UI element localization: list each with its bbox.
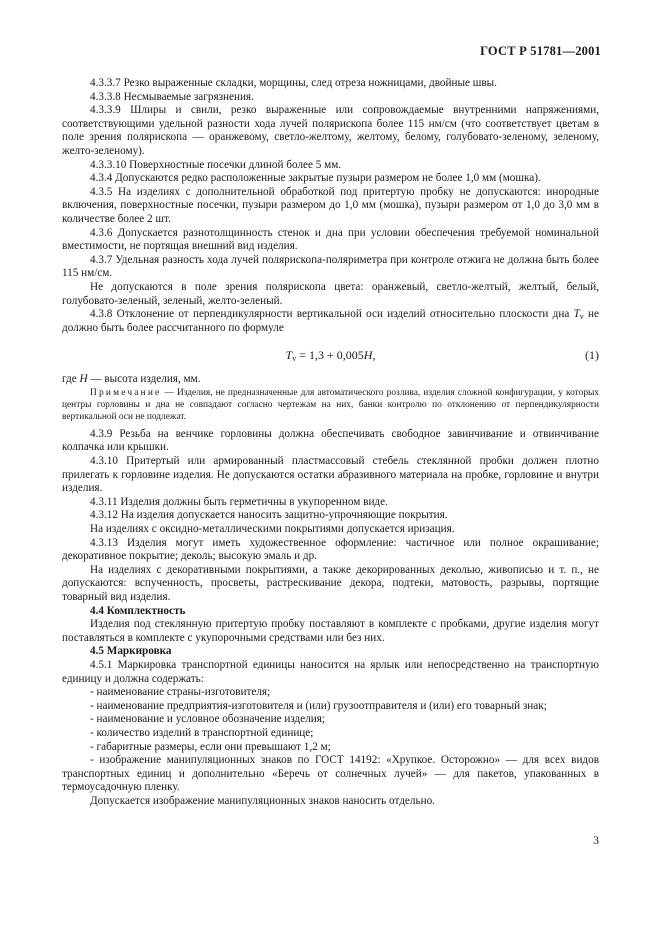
section-4-4-title: 4.4 Комплектность <box>90 604 186 617</box>
clause-4-5-1: 4.5.1 Маркировка транспортной единицы наносится на ярлык или непосредственно на транспортную единицу и должна содержать: <box>62 658 599 685</box>
clause-4-3-11: 4.3.11 Изделия должны быть герметичны в укупоренном виде. <box>90 495 388 508</box>
note <box>62 387 599 423</box>
clause-4-3-8-start: 4.3.8 Отклонение от перпендикулярности вертикальной оси изделий относительно плоскости дна <box>90 308 574 321</box>
clause-4-5-1-closing: Допускается изображение манипуляционных знаков наносить отдельно. <box>90 794 435 807</box>
note-label: Примечание <box>90 387 162 398</box>
clause-4-3-12: 4.3.12 На изделия допускается наносить защитно-упрочняющие покрытия. <box>90 509 448 522</box>
symbol-t-sub: v <box>579 312 584 322</box>
clause-4-3-3-9: 4.3.3.9 Шлиры и свили, резко выраженные или сопровождаемые внутренними напряжениями, соответствующими удельной разности хода лучей полярископа более 115 нм/см (что соответствует цветам в поле зрения полярископа — оранжевому, светло-желтому, желтому, белому, голубовато-зеленому, зеленому, желто-зеленому). <box>62 104 599 157</box>
formula-end: , <box>372 348 376 363</box>
clause-4-3-3-8: 4.3.3.8 Несмываемые загрязнения. <box>90 90 254 103</box>
document-body <box>62 77 599 809</box>
formula-where <box>62 373 599 387</box>
clause-4-3-5: 4.3.5 На изделиях с дополнительной обработкой под притертую пробку не допускаются: инородные включения, поверхностные посечки, пузыри размером до 1,0 мм (мошка), пузыри размером от 1,0 до 3,0 мм в количестве более 2 шт. <box>62 185 599 225</box>
clause-4-3-3-10: 4.3.3.10 Поверхностные посечки длиной более 5 мм. <box>90 158 342 171</box>
where-start: где <box>62 373 80 386</box>
section-4-5-title: 4.5 Маркировка <box>90 645 172 658</box>
formula-lhs: T <box>285 348 293 363</box>
formula-lhs-sub: v <box>292 354 297 364</box>
formula-var-h: H <box>363 348 373 363</box>
where-var: H <box>79 373 88 386</box>
symbol-t: T <box>573 308 580 321</box>
clause-4-3-8 <box>62 308 599 335</box>
where-end: — высота изделия, мм. <box>87 373 201 386</box>
formula-expression <box>62 349 599 363</box>
clause-4-3-13-defects: На изделиях с декоративными покрытиями, а также декорированных деколью, живописью и т. п., не допускаются: вспученность, просветы, растрескивание декора, подтеки, матовость, разрывы, портящие товарный вид изделия. <box>62 563 599 603</box>
list-item: - наименование и условное обозначение изделия; <box>90 713 326 726</box>
formula-1 <box>62 343 599 373</box>
clause-4-3-6: 4.3.6 Допускается разнотолщинность стенок и дна при условии обеспечения требуемой номинальной вместимости, не портящая внешний вид изделия. <box>62 226 599 253</box>
formula-rhs: = 1,3 + 0,005 <box>296 348 364 363</box>
clause-4-3-8-end: не должно быть более рассчитанного по формуле <box>62 308 600 334</box>
clause-4-3-13: 4.3.13 Изделия могут иметь художественное оформление: частичное или полное окрашивание; декоративное покрытие; деколь; высокую эмаль и др. <box>62 536 599 563</box>
clause-4-3-9: 4.3.9 Резьба на венчике горловины должна обеспечивать свободное завинчивание и отвинчивание колпачка или крышки. <box>62 427 599 454</box>
list-item: - изображение манипуляционных знаков по ГОСТ 14192: «Хрупкое. Осторожно» — для всех видов транспортных единиц и дополнительно «Беречь от солнечных лучей» — для пакетов, упакованных в термоусадочную пленку. <box>62 754 599 794</box>
clause-4-3-7: 4.3.7 Удельная разность хода лучей полярископа-поляриметра при контроле отжига не должна быть более 115 нм/см. <box>62 253 599 280</box>
page-number: 3 <box>593 835 599 847</box>
list-item: - наименование предприятия-изготовителя и (или) грузоотправителя и (или) его товарный знак; <box>90 699 547 712</box>
section-4-4-text: Изделия под стеклянную притертую пробку поставляют в комплекте с пробками, другие изделия могут поставляться в комплекте с укупорочными средствами или без них. <box>62 618 599 644</box>
clause-4-3-3-7: 4.3.3.7 Резко выраженные складки, морщины, след отреза ножницами, двойные швы. <box>90 77 497 89</box>
list-item: - наименование страны-изготовителя; <box>90 686 271 699</box>
standard-header: ГОСТ Р 51781—2001 <box>480 44 601 58</box>
clause-4-3-4: 4.3.4 Допускаются редко расположенные закрытые пузыри размером не более 1,0 мм (мошка). <box>90 172 541 185</box>
formula-number: (1) <box>585 348 599 363</box>
list-item: - количество изделий в транспортной единице; <box>90 726 314 739</box>
clause-4-3-12-iridescence: На изделиях с оксидно-металлическими покрытиями допускается иризация. <box>90 523 455 536</box>
clause-4-3-10: 4.3.10 Притертый или армированный пластмассовый стебель стеклянной пробки должен плотно прилегать к горловине изделия. Не допускаются остатки абразивного материала на пробке, горловине и внутри изделия. <box>62 455 599 495</box>
clause-4-3-7-colors: Не допускаются в поле зрения полярископа цвета: оранжевый, светло-желтый, желтый, белый, голубовато-зеленый, зеленый, желто-зеленый. <box>62 280 599 307</box>
list-item: - габаритные размеры, если они превышают 1,2 м; <box>90 740 331 753</box>
note-text: — Изделия, не предназначенные для автоматического розлива, изделия сложной конфигурации, у которых центры горловины и дна не совпадают согласно чертежам на них, банки контролю по отклонению от перпендикулярности вертикальной оси не подлежат. <box>62 387 599 422</box>
